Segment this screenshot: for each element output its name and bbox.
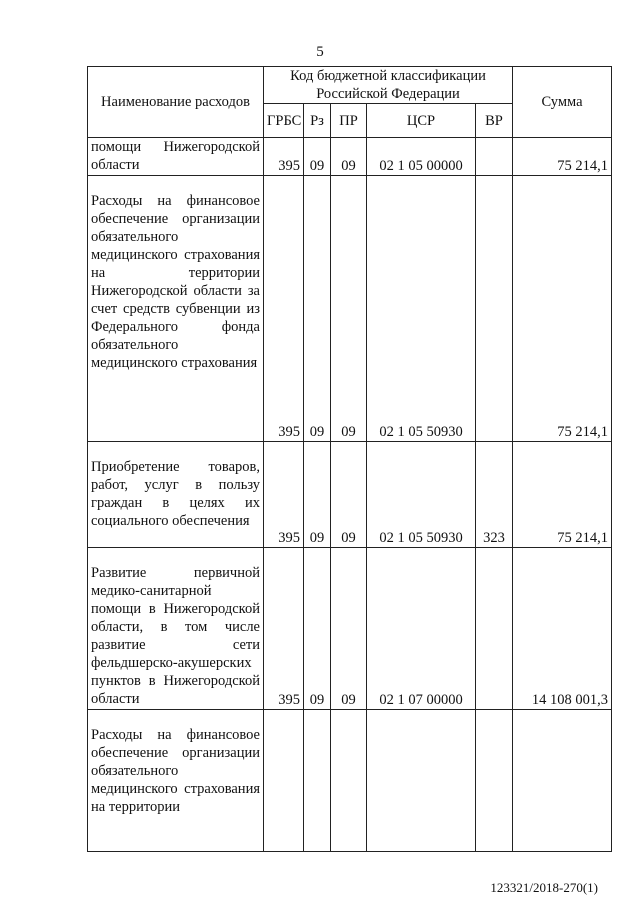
row-rz: 09 <box>304 548 331 710</box>
row-grbs: 395 <box>264 548 304 710</box>
row-csr: 02 1 05 50930 <box>367 176 476 442</box>
row-vr <box>476 548 513 710</box>
row-pr <box>331 710 367 852</box>
row-rz: 09 <box>304 138 331 176</box>
document-id: 123321/2018-270(1) <box>490 880 598 895</box>
header-name: Наименование расходов <box>88 67 264 138</box>
row-vr: 323 <box>476 442 513 548</box>
row-csr: 02 1 05 50930 <box>367 442 476 548</box>
table-row <box>88 176 612 442</box>
row-rz: 09 <box>304 442 331 548</box>
row-csr: 02 1 07 00000 <box>367 548 476 710</box>
table-row <box>88 710 612 852</box>
row-grbs <box>264 710 304 852</box>
row-csr <box>367 710 476 852</box>
row-pr: 09 <box>331 176 367 442</box>
row-pr: 09 <box>331 442 367 548</box>
row-pr: 09 <box>331 138 367 176</box>
row-name: Расходы на финансовое обеспечение организации обязательного медицинского страхования на территории Нижегородской области за счет средств субвенции из Федерального фонда обязательного медицинского страхования <box>88 176 264 442</box>
row-sum: 75 214,1 <box>513 442 612 548</box>
row-pr: 09 <box>331 548 367 710</box>
row-grbs: 395 <box>264 442 304 548</box>
row-sum: 75 214,1 <box>513 176 612 442</box>
row-vr <box>476 138 513 176</box>
table-row <box>88 138 612 176</box>
budget-table <box>87 66 612 852</box>
row-sum: 75 214,1 <box>513 138 612 176</box>
page-number: 5 <box>316 44 324 60</box>
row-name: Приобретение товаров, работ, услуг в пользу граждан в целях их социального обеспечения <box>88 442 264 548</box>
header-pr: ПР <box>331 104 367 138</box>
table-row <box>88 442 612 548</box>
row-grbs: 395 <box>264 138 304 176</box>
row-name: Развитие первичной медико-санитарной помощи в Нижегородской области, в том числе развитие сети фельдшерско-акушерских пунктов в Нижегородской области <box>88 548 264 710</box>
header-sum: Сумма <box>513 67 612 138</box>
header-rz: Рз <box>304 104 331 138</box>
row-name: помощи Нижегородской области <box>88 138 264 176</box>
row-csr: 02 1 05 00000 <box>367 138 476 176</box>
row-vr <box>476 176 513 442</box>
row-rz <box>304 710 331 852</box>
header-grbs: ГРБС <box>264 104 304 138</box>
row-rz: 09 <box>304 176 331 442</box>
row-grbs: 395 <box>264 176 304 442</box>
table-row <box>88 548 612 710</box>
header-csr: ЦСР <box>367 104 476 138</box>
row-sum: 14 108 001,3 <box>513 548 612 710</box>
header-code-group: Код бюджетной классификации Российской Федерации <box>264 67 513 104</box>
row-sum <box>513 710 612 852</box>
header-vr: ВР <box>476 104 513 138</box>
row-vr <box>476 710 513 852</box>
row-name: Расходы на финансовое обеспечение организации обязательного медицинского страхования на территории <box>88 710 264 852</box>
